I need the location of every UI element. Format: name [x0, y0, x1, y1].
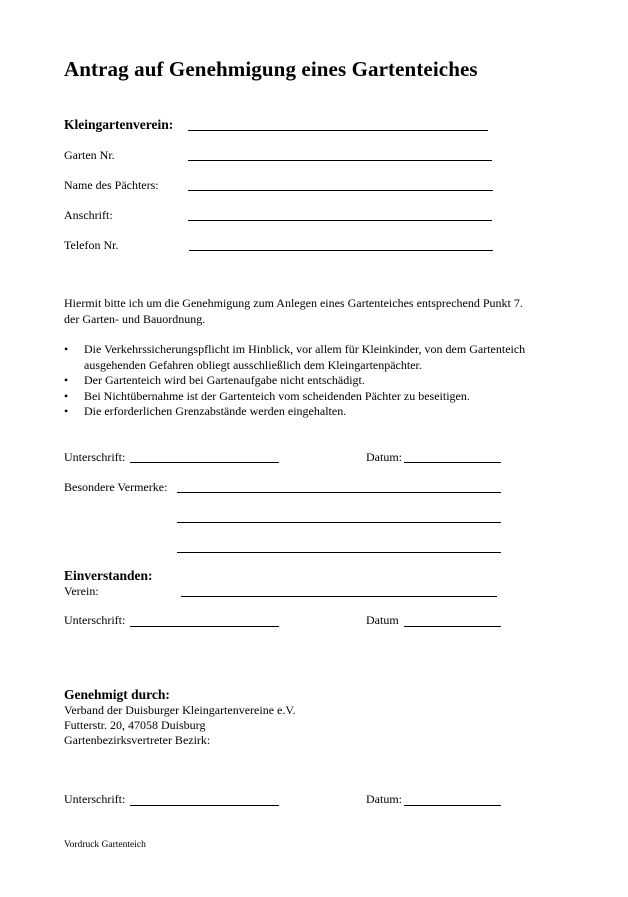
list-item-text: Der Gartenteich wird bei Gartenaufgabe nicht entschädigt. [84, 373, 365, 387]
consent-verein-field[interactable] [181, 596, 497, 597]
phone-label: Telefon Nr. [64, 238, 119, 252]
conditions-list [64, 342, 525, 420]
signature-field[interactable] [130, 462, 279, 463]
remarks-label: Besondere Vermerke: [64, 480, 168, 494]
consent-date-field[interactable] [404, 626, 501, 627]
signature-label: Unterschrift: [64, 450, 126, 464]
list-item [64, 373, 525, 389]
approval-line: Futterstr. 20, 47058 Duisburg [64, 718, 206, 732]
consent-heading: Einverstanden: [64, 568, 153, 583]
remarks-field[interactable] [177, 522, 501, 523]
intro-line: Hiermit bitte ich um die Genehmigung zum Anlegen eines Gartenteiches entsprechend Punkt 7. [64, 296, 523, 310]
bullet-icon: • [64, 342, 69, 356]
address-field[interactable] [188, 220, 492, 221]
consent-date-label: Datum [366, 613, 399, 627]
tenant-name-field[interactable] [188, 190, 493, 191]
approval-line: Gartenbezirksvertreter Bezirk: [64, 733, 211, 747]
consent-verein-label: Verein: [64, 584, 99, 598]
list-item-text: Die erforderlichen Grenzabstände werden eingehalten. [84, 404, 347, 418]
intro-paragraph [64, 295, 523, 327]
list-item-text: Bei Nichtübernahme ist der Gartenteich vom scheidenden Pächter zu beseitigen. [84, 388, 470, 403]
approval-date-label: Datum: [366, 792, 402, 806]
approval-signature-field[interactable] [130, 805, 279, 806]
list-item [64, 404, 525, 420]
approval-line: Verband der Duisburger Kleingartenvereine e.V. [64, 703, 296, 717]
phone-field[interactable] [189, 250, 493, 251]
garden-number-label: Garten Nr. [64, 148, 115, 162]
approval-signature-label: Unterschrift: [64, 792, 126, 806]
remarks-field[interactable] [177, 492, 501, 493]
footer-text: Vordruck Gartenteich [64, 840, 146, 850]
address-label: Anschrift: [64, 208, 113, 222]
page-title: Antrag auf Genehmigung eines Gartenteiches [64, 57, 478, 81]
verein-label: Kleingartenverein: [64, 117, 174, 132]
bullet-icon: • [64, 373, 69, 387]
bullet-icon: • [64, 404, 69, 418]
bullet-icon: • [64, 388, 69, 403]
list-item-text: ausgehenden Gefahren obliegt ausschließlich dem Kleingartenpächter. [84, 357, 422, 372]
remarks-field[interactable] [177, 552, 501, 553]
intro-line: der Garten- und Bauordnung. [64, 312, 206, 326]
approval-date-field[interactable] [404, 805, 501, 806]
consent-signature-label: Unterschrift: [64, 613, 126, 627]
verein-input-line[interactable] [188, 130, 488, 131]
tenant-name-label: Name des Pächters: [64, 178, 159, 192]
list-item [64, 342, 525, 373]
consent-signature-field[interactable] [130, 626, 279, 627]
approval-heading: Genehmigt durch: [64, 687, 170, 702]
list-item-text: Die Verkehrssicherungspflicht im Hinblick, vor allem für Kleinkinder, von dem Gartenteich [84, 342, 526, 356]
list-item [64, 389, 525, 405]
garden-number-field[interactable] [188, 160, 492, 161]
date-field[interactable] [404, 462, 501, 463]
date-label: Datum: [366, 450, 402, 464]
